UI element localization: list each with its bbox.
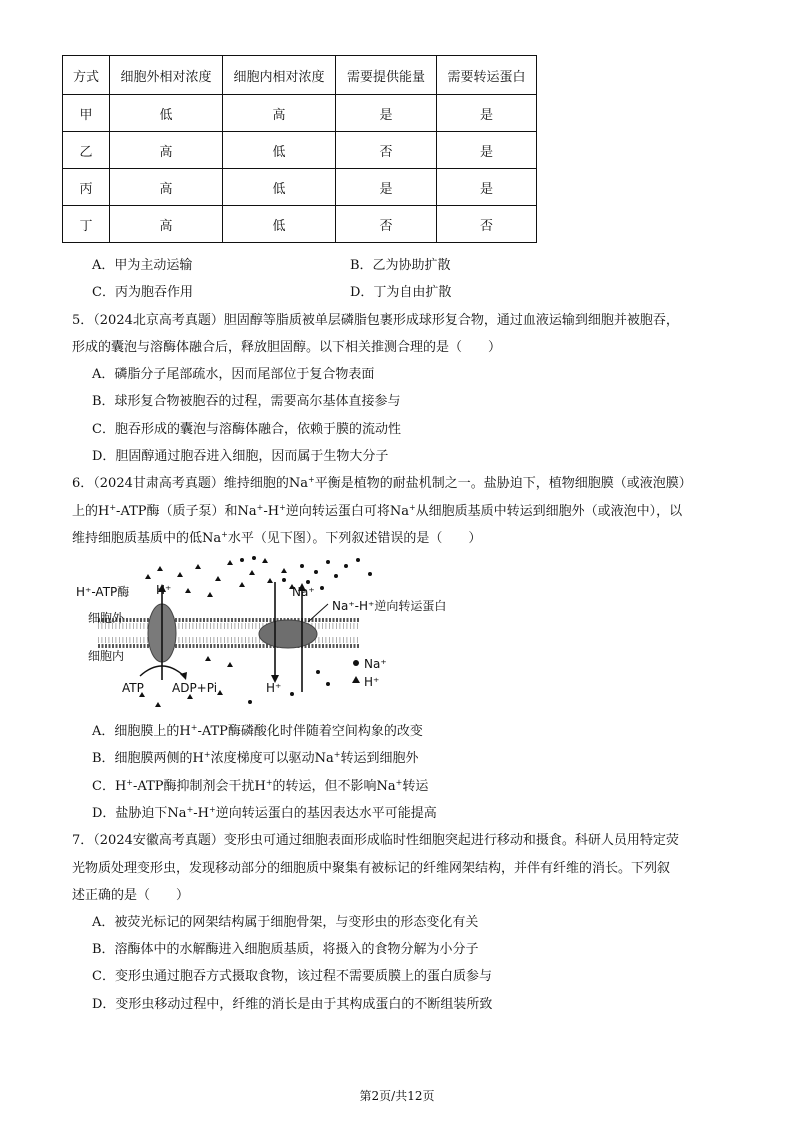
table-cell: 低 <box>223 132 336 169</box>
q7-stem-line1: 7．（2024安徽高考真题）变形虫可通过细胞表面形成临时性细胞突起进行移动和摄食。科研人员用特定荧 <box>72 833 679 848</box>
table-cell: 低 <box>223 206 336 243</box>
table-row <box>63 206 537 243</box>
table-cell: 否 <box>437 206 537 243</box>
q4-option-a[interactable]: A．甲为主动运输 <box>92 258 193 273</box>
table-cell: 乙 <box>63 132 110 169</box>
table-header: 方式 <box>63 56 110 95</box>
q5-option-b[interactable]: B．球形复合物被胞吞的过程，需要高尔基体直接参与 <box>92 394 401 409</box>
antiporter-protein <box>259 620 317 648</box>
table-header: 需要提供能量 <box>336 56 437 95</box>
table-header-row <box>63 56 537 95</box>
outside-label: 细胞外 <box>88 611 125 625</box>
h-atpase-label: H⁺-ATP酶 <box>76 585 130 599</box>
na-top-label: Na⁺ <box>292 585 315 599</box>
table-cell: 是 <box>437 169 537 206</box>
q6-option-b[interactable]: B．细胞膜两侧的H+浓度梯度可以驱动Na+转运到细胞外 <box>92 750 419 766</box>
legend-h-marker <box>352 676 360 683</box>
legend-na-marker <box>353 660 359 666</box>
table-header: 需要转运蛋白 <box>437 56 537 95</box>
table-cell: 否 <box>336 206 437 243</box>
legend-na-label: Na⁺ <box>364 657 387 671</box>
antiporter-label: Na⁺-H⁺逆向转运蛋白 <box>332 599 447 613</box>
q7-stem-line2: 光物质处理变形虫，发现移动部分的细胞质中聚集有被标记的纤维网架结构，并伴有纤维的消长。下列叙 <box>72 861 671 876</box>
transport-table <box>62 55 537 243</box>
table-cell: 甲 <box>63 95 110 132</box>
q5-option-d[interactable]: D．胆固醇通过胞吞进入细胞，因而属于生物大分子 <box>92 449 389 464</box>
atp-label: ATP <box>122 681 144 695</box>
q6-stem-line2: 上的H+-ATP酶（质子泵）和Na+-H+逆向转运蛋白可将Na+从细胞质基质中转运到细胞外（或液泡中），以 <box>72 503 683 519</box>
q5-stem-line1: 5．（2024北京高考真题）胆固醇等脂质被单层磷脂包裹形成球形复合物，通过血液运输到细胞并被胞吞， <box>72 313 679 328</box>
q5-option-c[interactable]: C．胞吞形成的囊泡与溶酶体融合，依赖于膜的流动性 <box>92 422 401 437</box>
q6-option-c[interactable]: C．H+-ATP酶抑制剂会干扰H+的转运，但不影响Na+转运 <box>92 778 429 794</box>
q7-stem-line3: 述正确的是（ ） <box>72 888 190 903</box>
table-row <box>63 132 537 169</box>
phospholipid-bilayer <box>98 618 360 648</box>
table-cell: 低 <box>223 169 336 206</box>
table-header: 细胞外相对浓度 <box>110 56 223 95</box>
q6-stem-line3: 维持细胞质基质中的低Na+水平（见下图）。下列叙述错误的是（ ） <box>72 530 482 546</box>
q6-stem-line1: 6．（2024甘肃高考真题）维持细胞的Na+平衡是植物的耐盐机制之一。盐胁迫下，植物细胞膜（或液泡膜） <box>72 475 692 491</box>
table-cell: 否 <box>336 132 437 169</box>
table-cell: 是 <box>437 95 537 132</box>
inside-label: 细胞内 <box>88 649 125 663</box>
table-cell: 低 <box>110 95 223 132</box>
table-cell: 是 <box>336 95 437 132</box>
table-cell: 是 <box>336 169 437 206</box>
table-row <box>63 95 537 132</box>
q7-option-b[interactable]: B．溶酶体中的水解酶进入细胞质基质，将摄入的食物分解为小分子 <box>92 942 479 957</box>
membrane-transport-figure <box>70 552 447 712</box>
table-row <box>63 169 537 206</box>
table-cell: 丁 <box>63 206 110 243</box>
q4-option-c[interactable]: C．丙为胞吞作用 <box>92 285 193 300</box>
legend-h-label: H⁺ <box>364 675 380 689</box>
table-cell: 高 <box>110 132 223 169</box>
table-cell: 高 <box>110 169 223 206</box>
q7-option-a[interactable]: A．被荧光标记的网架结构属于细胞骨架，与变形虫的形态变化有关 <box>92 915 479 930</box>
extracellular-particles <box>145 556 372 597</box>
q6-option-a[interactable]: A．细胞膜上的H+-ATP酶磷酸化时伴随着空间构象的改变 <box>92 723 423 739</box>
adp-label: ADP+Pi <box>172 681 218 695</box>
table-header: 细胞内相对浓度 <box>223 56 336 95</box>
q4-option-d[interactable]: D．丁为自由扩散 <box>350 285 452 300</box>
h-bottom-label: H⁺ <box>266 681 282 695</box>
table-cell: 是 <box>437 132 537 169</box>
q7-option-c[interactable]: C．变形虫通过胞吞方式摄取食物，该过程不需要质膜上的蛋白质参与 <box>92 969 492 984</box>
h-top-label: H⁺ <box>156 583 172 597</box>
table-cell: 丙 <box>63 169 110 206</box>
table-cell: 高 <box>110 206 223 243</box>
q4-option-b[interactable]: B．乙为协助扩散 <box>350 258 451 273</box>
q5-option-a[interactable]: A．磷脂分子尾部疏水，因而尾部位于复合物表面 <box>92 367 375 382</box>
table-cell: 高 <box>223 95 336 132</box>
q6-option-d[interactable]: D．盐胁迫下Na+-H+逆向转运蛋白的基因表达水平可能提高 <box>92 805 437 821</box>
q7-option-d[interactable]: D．变形虫移动过程中，纤维的消长是由于其构成蛋白的不断组装所致 <box>92 997 493 1012</box>
page-number: 第2页/共12页 <box>359 1089 435 1103</box>
q5-stem-line2: 形成的囊泡与溶酶体融合后，释放胆固醇。以下相关推测合理的是（ ） <box>72 340 502 355</box>
